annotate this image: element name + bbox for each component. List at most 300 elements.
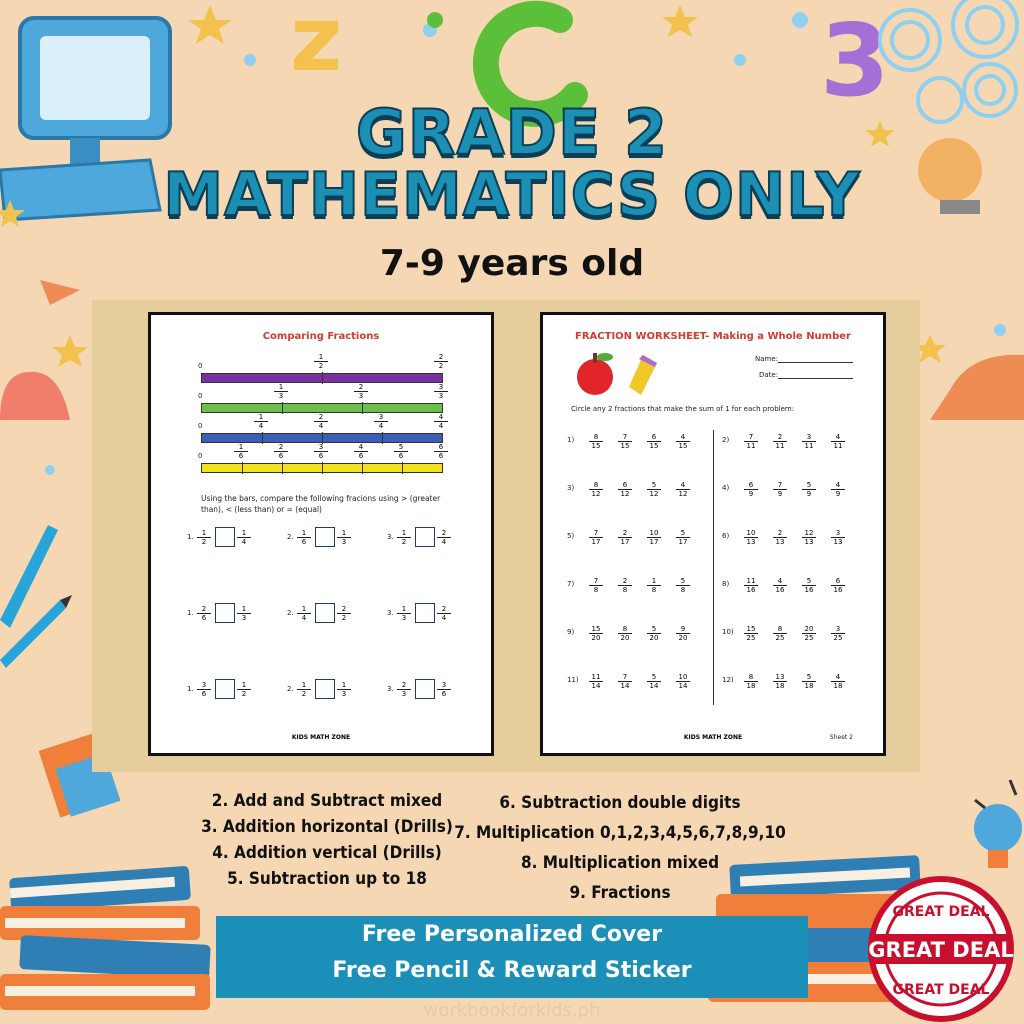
fraction <box>437 681 451 698</box>
denominator: 9 <box>835 490 841 498</box>
fraction <box>314 353 328 370</box>
numerator: 1 <box>397 605 411 614</box>
numerator: 1 <box>337 681 351 690</box>
numerator: 4 <box>831 433 845 442</box>
numerator: 8 <box>744 673 758 682</box>
topic-item: 4. Addition vertical (Drills) <box>212 843 442 863</box>
stamp-text-bottom: GREAT DEAL <box>892 982 990 998</box>
denominator: 13 <box>746 538 756 546</box>
numerator: 6 <box>647 433 661 442</box>
denominator: 6 <box>238 452 244 460</box>
denominator: 2 <box>318 362 324 370</box>
fraction <box>397 529 411 546</box>
denominator: 20 <box>678 634 688 642</box>
numerator: 9 <box>676 625 690 634</box>
worksheet-instructions: Circle any 2 fractions that make the sum of 1 for each problem: <box>571 405 795 413</box>
denominator: 6 <box>318 452 324 460</box>
sheet-number: Sheet 2 <box>829 734 853 741</box>
fraction <box>314 413 328 430</box>
denominator: 13 <box>804 538 814 546</box>
fraction <box>773 673 787 690</box>
fraction <box>589 673 603 690</box>
fraction <box>297 681 311 698</box>
denominator: 8 <box>622 586 628 594</box>
fraction <box>744 673 758 690</box>
numerator: 3 <box>434 383 448 392</box>
numerator: 5 <box>676 577 690 586</box>
bar-divider <box>322 372 323 384</box>
denominator: 20 <box>591 634 601 642</box>
numerator: 10 <box>647 529 661 538</box>
fraction <box>234 443 248 460</box>
problem-number: 7) <box>567 580 575 588</box>
numerator: 2 <box>773 433 787 442</box>
fraction <box>802 625 816 642</box>
denominator: 9 <box>748 490 754 498</box>
numerator: 1 <box>237 605 251 614</box>
numerator: 7 <box>589 577 603 586</box>
numerator: 5 <box>647 481 661 490</box>
fraction <box>237 605 251 622</box>
answer-box <box>415 603 435 623</box>
numerator: 11 <box>589 673 603 682</box>
topic-item: 5. Subtraction up to 18 <box>227 869 427 889</box>
numerator: 2 <box>773 529 787 538</box>
numerator: 12 <box>802 529 816 538</box>
denominator: 6 <box>398 452 404 460</box>
denominator: 12 <box>649 490 659 498</box>
denominator: 4 <box>258 422 264 430</box>
topic-item: 9. Fractions <box>569 883 671 903</box>
numerator: 2 <box>274 443 288 452</box>
numerator: 4 <box>831 673 845 682</box>
numerator: 4 <box>434 413 448 422</box>
fraction <box>354 443 368 460</box>
fraction <box>434 413 448 430</box>
worksheet-title: Comparing Fractions <box>262 331 380 342</box>
denominator: 2 <box>438 362 444 370</box>
fraction <box>831 481 845 498</box>
topic-item: 3. Addition horizontal (Drills) <box>201 817 453 837</box>
fraction <box>337 529 351 546</box>
denominator: 9 <box>777 490 783 498</box>
denominator: 6 <box>278 452 284 460</box>
answer-box <box>215 527 235 547</box>
numerator: 3 <box>314 443 328 452</box>
denominator: 3 <box>278 392 284 400</box>
numerator: 1 <box>337 529 351 538</box>
denominator: 3 <box>341 690 347 698</box>
answer-box <box>315 679 335 699</box>
worksheet-comparing-fractions <box>148 312 494 756</box>
worksheet-footer: KIDS MATH ZONE <box>683 734 743 741</box>
denominator: 4 <box>441 538 447 546</box>
fraction <box>314 443 328 460</box>
numerator: 1 <box>274 383 288 392</box>
denominator: 20 <box>649 634 659 642</box>
denominator: 15 <box>620 442 630 450</box>
date-line <box>778 378 853 379</box>
numerator: 2 <box>397 681 411 690</box>
numerator: 6 <box>618 481 632 490</box>
fraction <box>676 529 690 546</box>
numerator: 11 <box>744 577 758 586</box>
denominator: 25 <box>833 634 843 642</box>
worksheet-making-whole <box>540 312 886 756</box>
denominator: 3 <box>401 614 407 622</box>
numerator: 15 <box>744 625 758 634</box>
problem-number: 3. <box>387 685 394 693</box>
numerator: 5 <box>647 625 661 634</box>
fraction <box>802 481 816 498</box>
numerator: 2 <box>337 605 351 614</box>
numerator: 1 <box>254 413 268 422</box>
numerator: 1 <box>197 529 211 538</box>
fraction <box>274 443 288 460</box>
fraction: 0 <box>198 362 203 370</box>
numerator: 8 <box>618 625 632 634</box>
topics-left <box>192 788 462 892</box>
denominator: 17 <box>649 538 659 546</box>
denominator: 17 <box>678 538 688 546</box>
numerator: 1 <box>297 529 311 538</box>
denominator: 3 <box>401 690 407 698</box>
column-divider <box>713 430 714 705</box>
fraction <box>773 481 787 498</box>
numerator: 7 <box>618 673 632 682</box>
denominator: 14 <box>649 682 659 690</box>
problem-number: 5) <box>567 532 575 540</box>
numerator: 4 <box>831 481 845 490</box>
fraction <box>589 529 603 546</box>
fraction <box>437 605 451 622</box>
fraction <box>434 353 448 370</box>
denominator: 15 <box>591 442 601 450</box>
fraction <box>394 443 408 460</box>
fraction <box>647 529 661 546</box>
denominator: 17 <box>591 538 601 546</box>
denominator: 2 <box>401 538 407 546</box>
fraction <box>274 383 288 400</box>
fraction-bar <box>201 403 443 413</box>
denominator: 2 <box>341 614 347 622</box>
denominator: 3 <box>341 538 347 546</box>
fraction-bar <box>201 463 443 473</box>
topic-item: 8. Multiplication mixed <box>520 853 720 873</box>
denominator: 8 <box>680 586 686 594</box>
denominator: 18 <box>804 682 814 690</box>
numerator: 2 <box>437 605 451 614</box>
fraction <box>744 433 758 450</box>
problem-number: 8) <box>722 580 730 588</box>
fraction <box>744 481 758 498</box>
problem-number: 9) <box>567 628 575 636</box>
numerator: 5 <box>394 443 408 452</box>
bar-divider <box>362 462 363 474</box>
numerator: 2 <box>618 529 632 538</box>
problem-number: 1) <box>567 436 575 444</box>
fraction <box>676 433 690 450</box>
denominator: 3 <box>241 614 247 622</box>
denominator: 3 <box>438 392 444 400</box>
number-3-deco: 3 <box>820 2 890 119</box>
fraction <box>773 433 787 450</box>
answer-box <box>315 527 335 547</box>
numerator: 1 <box>237 529 251 538</box>
topics-right <box>448 788 792 908</box>
fraction <box>297 605 311 622</box>
numerator: 8 <box>589 481 603 490</box>
fraction <box>197 605 211 622</box>
problem-number: 1. <box>187 685 194 693</box>
fraction <box>618 625 632 642</box>
fraction <box>831 529 845 546</box>
problem-number: 2. <box>287 609 294 617</box>
problem-number: 3. <box>387 533 394 541</box>
numerator: 6 <box>434 443 448 452</box>
numerator: 4 <box>773 577 787 586</box>
great-deal-stamp <box>866 874 1016 1024</box>
books-left-icon <box>0 866 211 1010</box>
problem-number: 10) <box>722 628 734 636</box>
numerator: 5 <box>802 577 816 586</box>
fraction <box>802 433 816 450</box>
numerator: 4 <box>676 481 690 490</box>
fraction <box>297 529 311 546</box>
fraction <box>254 413 268 430</box>
fraction <box>831 577 845 594</box>
numerator: 6 <box>831 577 845 586</box>
numerator: 8 <box>773 625 787 634</box>
fraction <box>589 577 603 594</box>
fraction <box>831 673 845 690</box>
denominator: 14 <box>678 682 688 690</box>
problem-number: 6) <box>722 532 730 540</box>
denominator: 18 <box>833 682 843 690</box>
bar-divider <box>382 432 383 444</box>
numerator: 5 <box>676 529 690 538</box>
fraction <box>647 625 661 642</box>
fraction <box>647 577 661 594</box>
stamp-text-top: GREAT DEAL <box>892 904 990 920</box>
fraction <box>337 605 351 622</box>
fraction <box>337 681 351 698</box>
fraction <box>237 681 251 698</box>
fraction <box>773 529 787 546</box>
denominator: 4 <box>318 422 324 430</box>
numerator: 1 <box>297 605 311 614</box>
fraction <box>647 481 661 498</box>
problem-number: 11) <box>567 676 579 684</box>
topic-item: 2. Add and Subtract mixed <box>211 791 443 811</box>
fraction <box>676 577 690 594</box>
fraction <box>802 529 816 546</box>
numerator: 3 <box>197 681 211 690</box>
problem-number: 3. <box>387 609 394 617</box>
denominator: 12 <box>591 490 601 498</box>
bar-divider <box>362 402 363 414</box>
name-line <box>778 362 853 363</box>
denominator: 6 <box>438 452 444 460</box>
fraction <box>744 577 758 594</box>
denominator: 12 <box>678 490 688 498</box>
fraction <box>397 605 411 622</box>
fraction <box>374 413 388 430</box>
numerator: 3 <box>802 433 816 442</box>
topic-item: 7. Multiplication 0,1,2,3,4,5,6,7,8,9,10 <box>454 823 786 843</box>
numerator: 2 <box>314 413 328 422</box>
denominator: 25 <box>746 634 756 642</box>
answer-box <box>215 679 235 699</box>
denominator: 4 <box>301 614 307 622</box>
denominator: 6 <box>358 452 364 460</box>
denominator: 16 <box>833 586 843 594</box>
denominator: 16 <box>775 586 785 594</box>
problem-number: 12) <box>722 676 734 684</box>
numerator: 3 <box>831 625 845 634</box>
denominator: 25 <box>775 634 785 642</box>
numerator: 1 <box>314 353 328 362</box>
numerator: 7 <box>773 481 787 490</box>
denominator: 18 <box>746 682 756 690</box>
denominator: 11 <box>833 442 843 450</box>
denominator: 6 <box>301 538 307 546</box>
numerator: 10 <box>676 673 690 682</box>
date-label: Date: <box>759 371 779 379</box>
age-range: 7-9 years old <box>379 243 645 284</box>
lightbulb-icon <box>974 780 1022 868</box>
denominator: 6 <box>201 690 207 698</box>
numerator: 20 <box>802 625 816 634</box>
bar-divider <box>402 462 403 474</box>
numerator: 1 <box>237 681 251 690</box>
denominator: 4 <box>241 538 247 546</box>
numerator: 10 <box>744 529 758 538</box>
fraction <box>437 529 451 546</box>
fraction <box>676 481 690 498</box>
fraction <box>647 673 661 690</box>
fraction <box>197 681 211 698</box>
fraction <box>618 481 632 498</box>
worksheet-footer: KIDS MATH ZONE <box>291 734 351 741</box>
bar-divider <box>322 462 323 474</box>
numerator: 7 <box>618 433 632 442</box>
fraction <box>589 481 603 498</box>
numerator: 8 <box>589 433 603 442</box>
name-label: Name: <box>755 355 779 363</box>
numerator: 3 <box>374 413 388 422</box>
fraction <box>618 529 632 546</box>
denominator: 11 <box>746 442 756 450</box>
numerator: 4 <box>676 433 690 442</box>
numerator: 4 <box>354 443 368 452</box>
numerator: 1 <box>647 577 661 586</box>
denominator: 6 <box>441 690 447 698</box>
denominator: 20 <box>620 634 630 642</box>
numerator: 2 <box>434 353 448 362</box>
denominator: 15 <box>678 442 688 450</box>
denominator: 4 <box>378 422 384 430</box>
numerator: 3 <box>831 529 845 538</box>
denominator: 12 <box>620 490 630 498</box>
numerator: 5 <box>802 673 816 682</box>
answer-box <box>415 679 435 699</box>
denominator: 8 <box>651 586 657 594</box>
problem-number: 2. <box>287 685 294 693</box>
bar-divider <box>282 402 283 414</box>
denominator: 8 <box>593 586 599 594</box>
page-title-line2: MATHEMATICS ONLY <box>163 160 861 230</box>
page-title-line1: GRADE 2 <box>355 96 669 169</box>
numerator: 2 <box>354 383 368 392</box>
fraction <box>744 529 758 546</box>
apple-pencil-icon <box>573 351 673 397</box>
denominator: 18 <box>775 682 785 690</box>
bar-divider <box>282 462 283 474</box>
fraction <box>676 673 690 690</box>
fraction <box>397 681 411 698</box>
fraction <box>831 625 845 642</box>
problem-number: 3) <box>567 484 575 492</box>
denominator: 17 <box>620 538 630 546</box>
fraction <box>354 383 368 400</box>
stamp-text-main: GREAT DEAL <box>868 938 1014 962</box>
fraction <box>744 625 758 642</box>
banner-line-pencil: Free Pencil & Reward Sticker <box>332 958 692 983</box>
answer-box <box>215 603 235 623</box>
problem-number: 1. <box>187 609 194 617</box>
fraction <box>802 577 816 594</box>
numerator: 13 <box>773 673 787 682</box>
denominator: 16 <box>804 586 814 594</box>
worksheet-title: FRACTION WORKSHEET- Making a Whole Number <box>575 331 851 342</box>
numerator: 6 <box>744 481 758 490</box>
numerator: 2 <box>437 529 451 538</box>
pencil-icon <box>0 525 72 668</box>
denominator: 16 <box>746 586 756 594</box>
fraction-bar <box>201 373 443 383</box>
fraction <box>434 383 448 400</box>
numerator: 5 <box>647 673 661 682</box>
fraction <box>589 433 603 450</box>
denominator: 14 <box>591 682 601 690</box>
numerator: 2 <box>197 605 211 614</box>
fraction <box>676 625 690 642</box>
denominator: 2 <box>301 690 307 698</box>
numerator: 3 <box>437 681 451 690</box>
denominator: 2 <box>201 538 207 546</box>
fraction <box>773 625 787 642</box>
fraction: 0 <box>198 392 203 400</box>
fraction <box>618 433 632 450</box>
denominator: 13 <box>775 538 785 546</box>
topic-item: 6. Subtraction double digits <box>499 793 741 813</box>
bar-divider <box>262 432 263 444</box>
fraction <box>802 673 816 690</box>
fraction <box>831 433 845 450</box>
denominator: 9 <box>806 490 812 498</box>
fraction <box>618 673 632 690</box>
numerator: 1 <box>297 681 311 690</box>
denominator: 11 <box>775 442 785 450</box>
denominator: 4 <box>438 422 444 430</box>
denominator: 6 <box>201 614 207 622</box>
problem-number: 1. <box>187 533 194 541</box>
banner-line-cover: Free Personalized Cover <box>361 922 663 947</box>
fraction-bar <box>201 433 443 443</box>
fraction <box>773 577 787 594</box>
fraction <box>589 625 603 642</box>
